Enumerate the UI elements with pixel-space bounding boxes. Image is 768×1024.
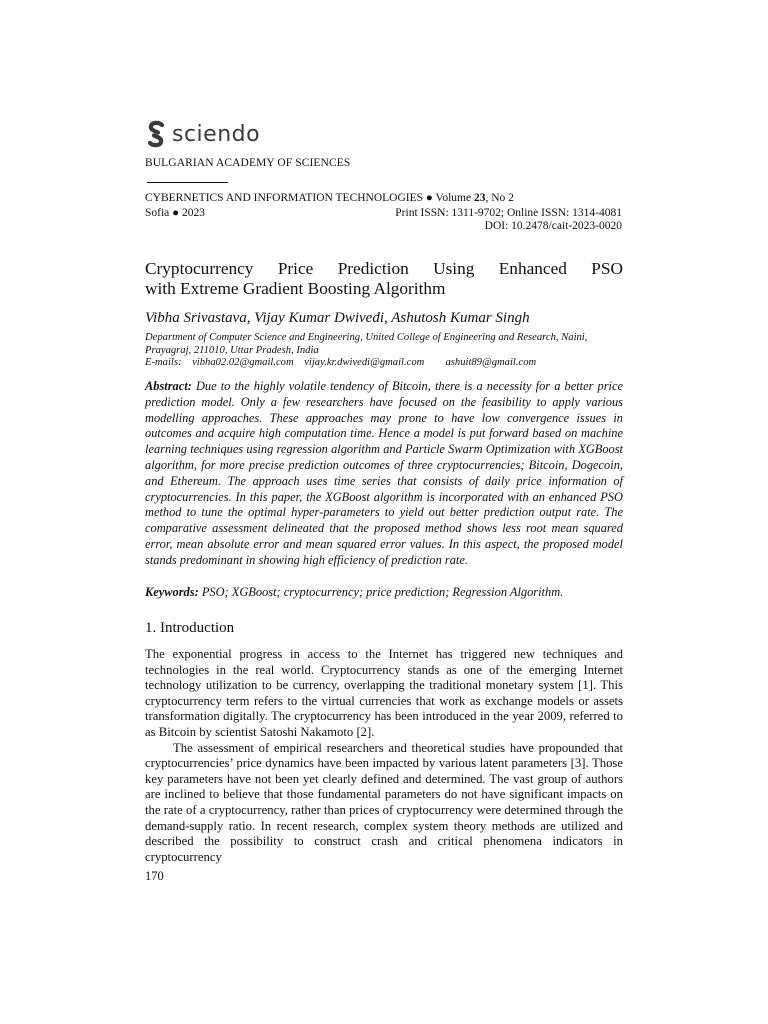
journal-line xyxy=(145,192,514,204)
logo-text: sciendo xyxy=(172,121,261,147)
abstract-text: Due to the highly volatile tendency of Bitcoin, there is a necessity for a better price prediction model. Only a few researchers have focused on the feasibility to apply various modelling approaches. These approaches may prone to have low convergence issues in outcomes and acquire high computation time. Hence a model is put forward based on machine learning techniques using regression algorithm and Particle Swarm Optimization with XGBoost algorithm, for more precise prediction outcomes of three cryptocurrencies; Bitcoin, Dogecoin, and Ethereum. The approach uses time series that consists of daily price information of cryptocurrencies. In this paper, the XGBoost algorithm is incorporated with an enhanced PSO method to tune the optimal hyper-parameters to yield out better prediction output rate. The comparative assessment delineated that the proposed method shows less root mean squared error, mean absolute error and mean squared error values. In this aspect, the proposed model stands predominant in showing high efficiency of prediction rate. xyxy=(145,379,623,567)
section-heading: 1. Introduction xyxy=(145,620,235,636)
keywords xyxy=(145,585,623,601)
affiliation: Department of Computer Science and Engineering, United College of Engineering and Research, Naini, Prayagraj, 211010, Uttar Pradesh, India xyxy=(145,332,588,356)
paper-title xyxy=(145,259,623,299)
emails-line xyxy=(145,357,536,368)
abstract-label: Abstract: xyxy=(145,379,192,393)
place-year: Sofia ● 2023 xyxy=(145,207,205,219)
doi-line: DOI: 10.2478/cait-2023-0020 xyxy=(484,220,622,232)
header-rule xyxy=(147,182,228,183)
volume-prefix: ● Volume xyxy=(423,192,474,204)
paragraph: The assessment of empirical researchers and theoretical studies have propounded that cryptocurrencies’ price dynamics have been impacted by various latent parameters [3]. Those key parameters have not been yet clearly defined and determined. The vast group of authors are inclined to believe that those fundamental parameters do not have significant impacts on the rate of a cryptocurrency, rather than prices of cryptocurrency were determined through the demand-supply ratio. In recent research, complex system theory methods are utilized and described the possibility to construct crash and critical phenomena indicators in cryptocurrency xyxy=(145,740,623,864)
section-body xyxy=(145,647,623,865)
title-word: Price xyxy=(277,259,314,278)
issue-number: , No 2 xyxy=(485,192,514,204)
issn-line: Print ISSN: 1311-9702; Online ISSN: 1314-4081 xyxy=(395,207,622,219)
title-line-2: with Extreme Gradient Boosting Algorithm xyxy=(145,279,446,298)
academy-name: BULGARIAN ACADEMY OF SCIENCES xyxy=(145,157,351,169)
page-number: 170 xyxy=(145,869,164,883)
keywords-text: PSO; XGBoost; cryptocurrency; price prediction; Regression Algorithm. xyxy=(201,585,564,599)
email-1[interactable]: vibha02.02@gmail.com xyxy=(192,357,294,368)
title-word: PSO xyxy=(591,259,623,278)
title-word: Using xyxy=(433,259,475,278)
title-line-1 xyxy=(145,259,623,279)
title-word: Enhanced xyxy=(498,259,567,278)
abstract xyxy=(145,379,623,569)
emails-label: E-mails: xyxy=(145,357,182,368)
authors: Vibha Srivastava, Vijay Kumar Dwivedi, Ashutosh Kumar Singh xyxy=(145,310,530,326)
volume-number: 23 xyxy=(473,192,486,204)
title-word: Cryptocurrency xyxy=(145,259,254,278)
paragraph: The exponential progress in access to the Internet has triggered new techniques and technologies in the real world. Cryptocurrency stands as one of the emerging Internet technology utilization to be currency, overlapping the traditional monetary system [1]. This cryptocurrency term refers to the virtual currencies that work as exchange models or assets transformation digitally. The cryptocurrency has been introduced in the year 2009, referred to as Bitcoin by scientist Satoshi Nakamoto [2]. xyxy=(145,647,623,739)
email-3[interactable]: ashuit89@gmail.com xyxy=(445,357,537,368)
keywords-label: Keywords: xyxy=(145,585,199,599)
journal-name: CYBERNETICS AND INFORMATION TECHNOLOGIES xyxy=(145,192,424,204)
sciendo-s-icon xyxy=(146,120,166,148)
email-2[interactable]: vijay.kr.dwivedi@gmail.com xyxy=(304,357,425,368)
sciendo-logo xyxy=(146,119,260,149)
title-word: Prediction xyxy=(337,259,409,278)
